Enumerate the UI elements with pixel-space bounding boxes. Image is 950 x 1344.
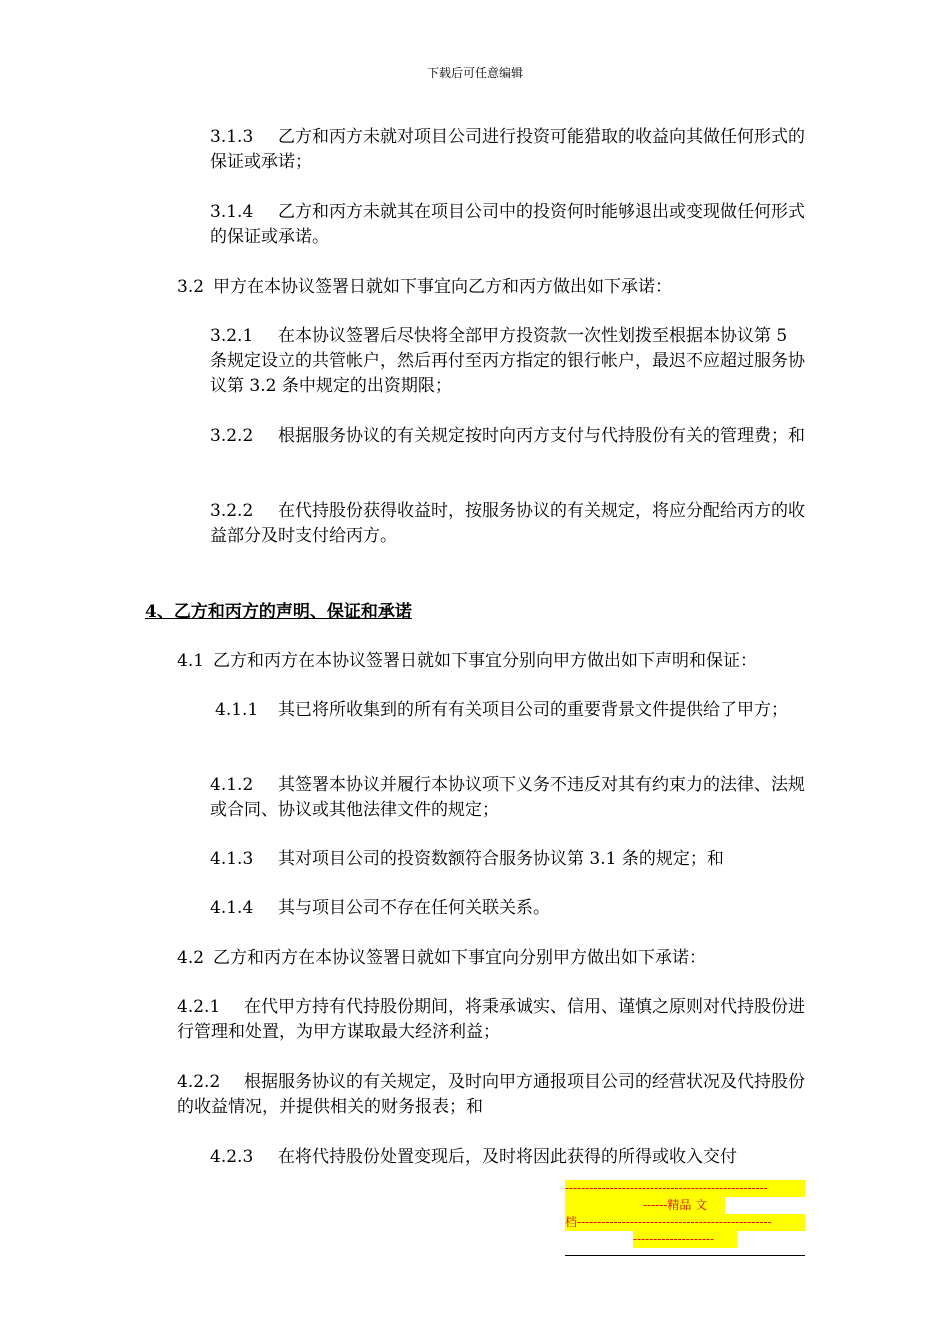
clause-3-2-1 [210, 324, 807, 399]
clause-number: 3.2.2 [210, 501, 254, 521]
clause-number: 3.1.4 [210, 202, 254, 222]
clause-text: 乙方和丙方在本协议签署日就如下事宜分别向甲方做出如下声明和保证： [213, 651, 757, 671]
watermark-stamp [565, 1180, 805, 1256]
clause-text: 根据服务协议的有关规定按时向丙方支付与代持股份有关的管理费；和 [278, 426, 805, 446]
clause-3-1-3 [210, 125, 807, 175]
clause-text: 乙方和丙方未就对项目公司进行投资可能猎取的收益向其做任何形式的保证或承诺； [210, 127, 805, 172]
clause-3-2 [177, 275, 807, 300]
clause-number: 4.1.2 [210, 775, 254, 795]
clause-number: 3.2 [177, 277, 205, 297]
clause-number: 3.2.2 [210, 426, 254, 446]
clause-text: 甲方在本协议签署日就如下事宜向乙方和丙方做出如下承诺： [213, 277, 672, 297]
clause-4-2 [177, 946, 807, 971]
clause-number: 4.2 [177, 948, 205, 968]
stamp-divider [565, 1254, 805, 1256]
clause-number: 4.1.4 [210, 898, 254, 918]
stamp-line: -------------------- [633, 1231, 737, 1248]
clause-3-1-4 [210, 200, 807, 250]
clause-text: 在代甲方持有代持股份期间，将秉承诚实、信用、谨慎之原则对代持股份进行管理和处置，为甲方谋取最大经济利益； [177, 997, 805, 1042]
clause-number: 4.1 [177, 651, 205, 671]
clause-number: 4.2.1 [177, 997, 221, 1017]
stamp-line: ------精品 文 [565, 1197, 725, 1214]
clause-4-2-2 [177, 1070, 807, 1120]
clause-text: 在本协议签署后尽快将全部甲方投资款一次性划拨至根据本协议第 5 条规定设立的共管帐户，然后再付至丙方指定的银行帐户，最迟不应超过服务协议第 3.2 条中规定的出资期限； [210, 326, 805, 396]
clause-number: 4.1.3 [210, 849, 254, 869]
clause-4-1-1 [215, 698, 807, 723]
clause-text: 其已将所收集到的所有有关项目公司的重要背景文件提供给了甲方； [278, 700, 788, 720]
clause-4-1-3 [210, 847, 807, 872]
page-header: 下载后可任意编辑 [426, 66, 523, 80]
clause-4-1-2 [210, 773, 807, 823]
clause-text: 乙方和丙方未就其在项目公司中的投资何时能够退出或变现做任何形式的保证或承诺。 [210, 202, 805, 247]
clause-3-2-2-a [210, 424, 807, 449]
stamp-line: 档------------------------------------------------ [565, 1214, 805, 1231]
clause-text: 其对项目公司的投资数额符合服务协议第 3.1 条的规定；和 [278, 849, 724, 869]
section-4-heading: 4、乙方和丙方的声明、保证和承诺 [145, 602, 412, 622]
clause-4-1-4 [210, 896, 807, 921]
clause-text: 其与项目公司不存在任何关联关系。 [278, 898, 550, 918]
clause-4-1 [177, 649, 817, 674]
clause-4-2-1 [177, 995, 807, 1045]
clause-text: 根据服务协议的有关规定，及时向甲方通报项目公司的经营状况及代持股份的收益情况，并提供相关的财务报表；和 [177, 1072, 805, 1117]
clause-text: 其签署本协议并履行本协议项下义务不违反对其有约束力的法律、法规或合同、协议或其他法律文件的规定； [210, 775, 805, 820]
clause-3-2-2-b [210, 499, 807, 549]
clause-number: 4.2.2 [177, 1072, 221, 1092]
clause-text: 乙方和丙方在本协议签署日就如下事宜向分别甲方做出如下承诺： [213, 948, 706, 968]
clause-text: 在代持股份获得收益时，按服务协议的有关规定，将应分配给丙方的收益部分及时支付给丙方。 [210, 501, 805, 546]
stamp-line: -------------------------------------------------- [565, 1180, 805, 1197]
clause-4-2-3 [210, 1145, 810, 1170]
clause-number: 4.2.3 [210, 1147, 254, 1167]
clause-text: 在将代持股份处置变现后，及时将因此获得的所得或收入交付 [278, 1147, 737, 1167]
clause-number: 4.1.1 [215, 700, 259, 720]
clause-number: 3.2.1 [210, 326, 254, 346]
clause-number: 3.1.3 [210, 127, 254, 147]
